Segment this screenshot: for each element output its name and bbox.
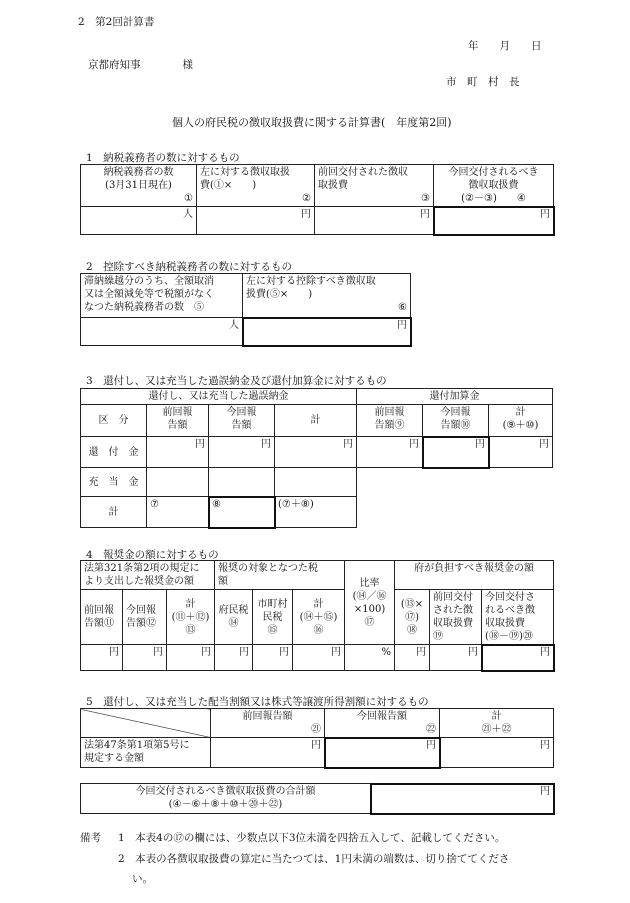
section-5-heading: 5 還付し、又は充当した配当割額又は株式等譲渡所得割額に対するもの	[86, 696, 429, 708]
section-4-table	[80, 560, 554, 671]
s4-v-tax-sum[interactable]: 円	[293, 645, 345, 671]
section-2-table	[80, 273, 411, 346]
s3-left-title: 還付し、又は充当した過誤納金	[81, 389, 357, 405]
s5-col-prev: 前回報告額 ㉑	[211, 709, 325, 738]
s3-add-col-prev: 前回報 告額⑨	[357, 405, 423, 437]
mayor-line: 市 町 村 長	[446, 76, 520, 88]
s4-col-sum: 計 (⑪＋⑫) ⑬	[167, 590, 215, 645]
s3-add-total[interactable]: 円	[489, 437, 553, 468]
s4-group-pref: 府が負担すべき報奨金の額	[395, 561, 554, 590]
s4-col-prev: 前回報 告額⑪	[81, 590, 123, 645]
s4-ratio: 比率 (⑭／⑯ ×100) ⑰	[345, 561, 395, 645]
s3-col-total: 計	[275, 405, 357, 437]
s4-v-pref-tax[interactable]: 円	[215, 645, 253, 671]
addressee: 京都府知事 様	[88, 59, 193, 71]
s3-col-curr: 今回報 告額	[209, 405, 275, 437]
s3-add-prev[interactable]: 円	[357, 437, 423, 468]
section-1-heading: 1 納税義務者の数に対するもの	[86, 152, 240, 164]
s5-col-curr: 今回報告額 ㉒	[325, 709, 440, 738]
s3-right-title: 還付加算金	[357, 389, 553, 405]
s5-row-label: 法第47条第1項第5号に 規定する金額	[81, 738, 211, 768]
s3-row-refund: 還 付 金	[81, 437, 147, 468]
s1-header-fee: 左に対する徴収取扱 費(①× ) ②	[197, 165, 315, 207]
s3-row-total: 計	[81, 497, 147, 528]
s4-v-prev-issued[interactable]: 円	[430, 645, 482, 671]
s3-approp-total[interactable]	[275, 468, 357, 497]
section-3-heading: 3 還付し、又は充当した過誤納金及び還付加算金に対するもの	[86, 375, 387, 387]
s3-total-prev[interactable]: ⑦	[147, 497, 209, 528]
s4-col-tax-sum: 計 (⑭＋⑮) ⑯	[293, 590, 345, 645]
s3-col-prev: 前回報 告額	[147, 405, 209, 437]
s3-refund-curr[interactable]: 円	[209, 437, 275, 468]
s3-row-appropriation: 充 当 金	[81, 468, 147, 497]
s1-value-taxpayers[interactable]: 人	[81, 207, 197, 235]
s2-header-deduct: 左に対する控除すべき徴収取 扱費(⑤× ) ⑥	[243, 274, 411, 318]
s2-value-deduct[interactable]: 円	[243, 318, 411, 346]
s3-approp-curr[interactable]	[209, 468, 275, 497]
section-3-right-table	[356, 388, 553, 468]
s4-col-pref-share: (⑬× ⑰) ⑱	[395, 590, 430, 645]
s3-approp-prev[interactable]	[147, 468, 209, 497]
s3-refund-prev[interactable]: 円	[147, 437, 209, 468]
s4-col-curr: 今回報 告額⑫	[123, 590, 167, 645]
s4-v-curr[interactable]: 円	[123, 645, 167, 671]
document-title: 個人の府民税の徴収取扱費に関する計算書( 年度第2回)	[172, 116, 452, 129]
s4-col-curr-issued: 今回交付さ れるべき徴 収取扱費 (⑱－⑲)⑳	[482, 590, 554, 645]
s1-value-prev[interactable]: 円	[315, 207, 434, 235]
notes-label: 備考	[80, 832, 101, 844]
s5-col-total: 計 ㉑＋㉒	[440, 709, 554, 738]
s3-total-curr[interactable]: ⑧	[209, 497, 275, 528]
section-4-heading: 4 報奨金の額に対するもの	[86, 549, 219, 561]
s4-group-taxbase: 報奨の対象となつた税 額	[215, 561, 345, 590]
note-1: 1 本表4の⑰の欄には、少数点以下3位未満を四捨五入して、記載してください。	[118, 832, 506, 844]
s3-total-sum[interactable]: (⑦＋⑧)	[275, 497, 357, 528]
s5-corner-cell	[81, 709, 211, 738]
note-2-continued: い。	[132, 873, 153, 885]
s4-v-curr-issued[interactable]: 円	[482, 645, 554, 671]
s1-value-fee[interactable]: 円	[197, 207, 315, 235]
s3-refund-total[interactable]: 円	[275, 437, 357, 468]
s1-header-taxpayers: 納税義務者の数 (3月31日現在) ①	[81, 165, 197, 207]
summary-total-value[interactable]: 円	[371, 784, 554, 814]
form-number: 2 第2回計算書	[78, 16, 155, 28]
s4-col-city-tax: 市町村 民税 ⑮	[253, 590, 293, 645]
s3-col-kubun: 区 分	[81, 405, 147, 437]
s4-v-city-tax[interactable]: 円	[253, 645, 293, 671]
date-line: 年 月 日	[468, 40, 542, 52]
section-5-table	[80, 708, 554, 768]
s3-add-curr[interactable]: 円	[423, 437, 489, 468]
s2-header-taxpayers: 滞納繰越分のうち、全額取消 又は全額減免等で税額がなく なつた納税義務者の数 ⑤	[81, 274, 243, 318]
s1-header-prev: 前回交付された徴収 取扱費 ③	[315, 165, 434, 207]
s5-v-curr[interactable]: 円	[325, 738, 440, 768]
s4-v-prev[interactable]: 円	[81, 645, 123, 671]
section-1-table	[80, 164, 554, 235]
section-3-left-table	[80, 388, 357, 528]
s4-group-reward: 法第321条第2項の規定に より支出した報奨金の額	[81, 561, 215, 590]
s4-col-prev-issued: 前回交付 された徴 収取扱費 ⑲	[430, 590, 482, 645]
s4-col-pref-tax: 府民税 ⑭	[215, 590, 253, 645]
s4-v-sum[interactable]: 円	[167, 645, 215, 671]
s3-add-col-curr: 今回報 告額⑩	[423, 405, 489, 437]
s5-v-prev[interactable]: 円	[211, 738, 325, 768]
summary-label: 今回交付されるべき徴収取扱費の合計額 (④－⑥＋⑧＋⑩＋⑳＋㉒)	[81, 784, 371, 814]
s1-header-current: 今回交付されるべき 徴収取扱費 (②－③) ④	[434, 165, 554, 207]
s4-v-ratio[interactable]: %	[345, 645, 395, 671]
note-2: 2 本表の各徴収取扱費の算定に当たつては、1円未満の端数は、切り捨ててくださ	[118, 853, 510, 865]
s1-value-current[interactable]: 円	[434, 207, 554, 235]
s3-add-col-total: 計 (⑨＋⑩)	[489, 405, 553, 437]
s4-v-pref-share[interactable]: 円	[395, 645, 430, 671]
s5-v-total[interactable]: 円	[440, 738, 554, 768]
section-2-heading: 2 控除すべき納税義務者の数に対するもの	[86, 261, 292, 273]
summary-table	[80, 783, 554, 814]
s2-value-taxpayers[interactable]: 人	[81, 318, 243, 346]
